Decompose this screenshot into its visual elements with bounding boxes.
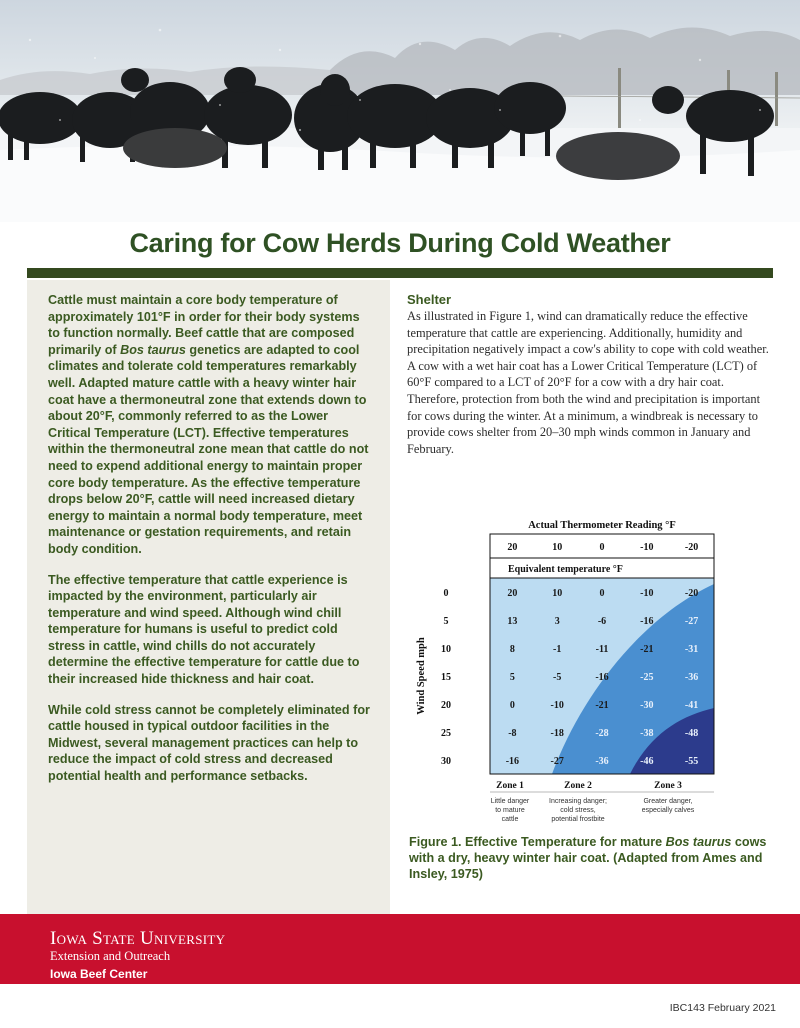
- cell-3-0: 5: [509, 672, 515, 683]
- figure-effective-temperature: [410, 516, 730, 832]
- zone-1-description-2: cattle: [501, 816, 519, 823]
- zone-2-description-2: potential frostbite: [551, 816, 605, 823]
- column-header-1: 10: [552, 542, 563, 553]
- extension-label: Extension and Outreach: [50, 949, 171, 963]
- column-header-2: 0: [599, 542, 605, 553]
- cell-2-4: -31: [684, 644, 699, 655]
- figure-caption: Figure 1. Effective Temperature for mature Bos taurus cows with a dry, heavy winter hair coat. (Adapted from Ames and Insley, 1975): [409, 835, 767, 881]
- zone-3-description-0: Greater danger,: [643, 798, 693, 805]
- cell-5-4: -48: [684, 728, 699, 739]
- column-header-4: -20: [684, 542, 699, 553]
- cell-3-4: -36: [684, 672, 699, 683]
- cell-0-4: -20: [684, 588, 699, 599]
- zone-2-description-1: cold stress,: [560, 807, 596, 814]
- cell-1-4: -27: [684, 616, 699, 627]
- publication-id: IBC143 February 2021: [669, 1002, 776, 1014]
- university-wordmark: Iowa State University: [50, 928, 226, 949]
- cell-2-1: -1: [553, 644, 562, 655]
- row-label-1: 5: [443, 616, 449, 627]
- cell-6-0: -16: [505, 756, 520, 767]
- column-header-3: -10: [640, 542, 654, 553]
- zone-2-label: Zone 2: [564, 781, 592, 791]
- chart-subtitle: Equivalent temperature °F: [508, 564, 623, 575]
- zone-3-description-1: especially calves: [641, 807, 695, 814]
- shelter-heading: Shelter: [407, 292, 452, 307]
- cell-0-3: -10: [640, 588, 654, 599]
- title-divider: [27, 268, 773, 278]
- shelter-body: As illustrated in Figure 1, wind can dramatically reduce the effective temperature that cattle are experiencing. Additionally, humidity and precipitation negatively impact a cow's ability to cope with cold weather. A cow with a wet hair coat has a Lower Critical Temperature (LCT) of 60°F compared to a LCT of 20°F for a cow with a dry hair coat. Therefore, protection from both the wind and precipitation is important for cows during the winter. At a minimum, a windbreak is necessary to provide cows shelter from 20–30 mph winds common in January and February.: [407, 309, 769, 456]
- cell-5-3: -38: [640, 728, 654, 739]
- y-axis-label: Wind Speed mph: [416, 637, 427, 715]
- zone-1-description-0: Little danger: [490, 798, 530, 805]
- cell-5-1: -18: [550, 728, 564, 739]
- header-photo-cattle-in-snow: [0, 0, 800, 222]
- intro-paragraph-1: Cattle must maintain a core body temperature of approximately 101°F in order for their body systems to function normally. Beef cattle that are composed primarily of Bos taurus genetics are adapted to cool climates and tolerate cold temperatures remarkably well. Adapted mature cattle with a heavy winter hair coat have a thermoneutral zone that extends down to about 20°F, commonly referred to as the Lower Critical Temperature (LCT). Effective temperatures within the thermoneutral zone mean that cattle do not need to expend additional energy to maintain proper core body temperature. As the effective temperature drops below 20°F, cattle will need increased dietary energy to maintain a normal body temperature, meet maintenance or gestation requirements, and retain body condition.: [48, 293, 369, 556]
- cell-0-1: 10: [552, 588, 563, 599]
- cell-4-1: -10: [550, 700, 564, 711]
- cell-5-2: -28: [595, 728, 609, 739]
- cell-4-3: -30: [640, 700, 654, 711]
- cell-1-1: 3: [554, 616, 560, 627]
- row-label-3: 15: [441, 672, 451, 683]
- row-label-4: 20: [441, 700, 451, 711]
- temperature-table-chart: [410, 516, 730, 832]
- cattle-illustration: [0, 0, 800, 222]
- cell-0-0: 20: [507, 588, 518, 599]
- shelter-section: [407, 292, 777, 457]
- cell-2-0: 8: [509, 644, 515, 655]
- intro-paragraph-2: The effective temperature that cattle experience is impacted by the environment, particularly air temperature and wind speed. Although wind chill temperature for humans is useful to predict cold stress in cattle, wind chills do not accurately determine the effective temperature for cattle due to their increased hide thickness and hair coat.: [48, 572, 360, 687]
- row-label-5: 25: [441, 728, 451, 739]
- cell-4-0: 0: [509, 700, 515, 711]
- cell-3-3: -25: [640, 672, 654, 683]
- zone-2-description-0: Increasing danger;: [549, 798, 607, 805]
- cell-6-4: -55: [684, 756, 699, 767]
- cell-1-0: 13: [507, 616, 518, 627]
- row-label-2: 10: [441, 644, 451, 655]
- zone-3-label: Zone 3: [654, 781, 682, 791]
- intro-paragraph-3: While cold stress cannot be completely eliminated for cattle housed in typical outdoor facilities in the Midwest, several management practices can help to reduce the impact of cold stress and decreased potential health and performance setbacks.: [48, 702, 370, 784]
- document-title: Caring for Cow Herds During Cold Weather: [129, 228, 671, 258]
- cell-5-0: -8: [508, 728, 517, 739]
- column-header-0: 20: [507, 542, 518, 553]
- beef-center-label: Iowa Beef Center: [50, 967, 148, 981]
- cell-2-3: -21: [640, 644, 654, 655]
- cell-4-2: -21: [595, 700, 609, 711]
- cell-6-1: -27: [550, 756, 564, 767]
- zone-1-description-1: to mature: [495, 807, 525, 814]
- cell-1-2: -6: [597, 616, 607, 627]
- cell-3-2: -16: [595, 672, 609, 683]
- cell-6-3: -46: [640, 756, 654, 767]
- cell-2-2: -11: [595, 644, 609, 655]
- chart-title: Actual Thermometer Reading °F: [528, 520, 676, 531]
- row-label-6: 30: [441, 756, 451, 767]
- cell-4-4: -41: [684, 700, 699, 711]
- row-label-0: 0: [443, 588, 449, 599]
- cell-3-1: -5: [553, 672, 562, 683]
- zone-1-label: Zone 1: [496, 781, 524, 791]
- cell-1-3: -16: [640, 616, 654, 627]
- intro-sidebar: [27, 280, 390, 914]
- cell-6-2: -36: [595, 756, 609, 767]
- cell-0-2: 0: [599, 588, 605, 599]
